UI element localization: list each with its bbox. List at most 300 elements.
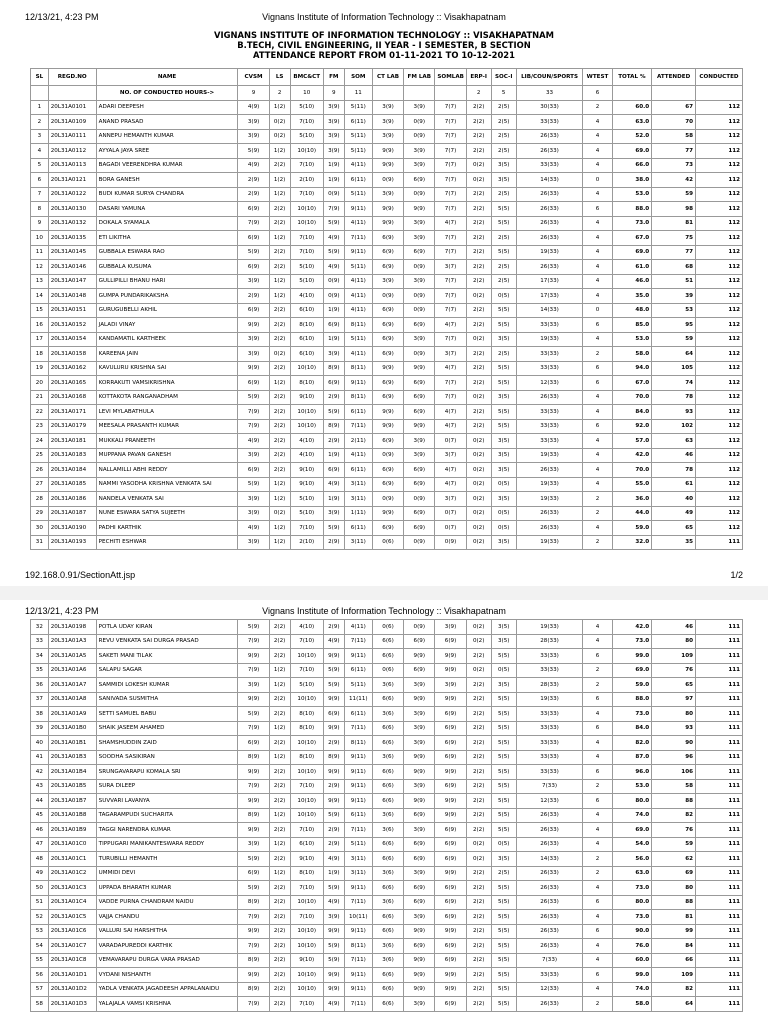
table-cell: 2(5) — [491, 347, 516, 362]
table-row — [31, 692, 743, 707]
table-cell: 2(2) — [269, 736, 290, 751]
table-cell: 20L31A0179 — [48, 419, 96, 434]
table-cell: 81 — [652, 216, 696, 231]
table-cell: 20L31A0122 — [48, 187, 96, 202]
table-cell: 6(9) — [404, 376, 435, 391]
table-cell: 2 — [583, 347, 612, 362]
table-row — [31, 808, 743, 823]
table-cell: 80.0 — [612, 895, 652, 910]
table-cell: 2(2) — [466, 100, 491, 115]
table-row — [31, 390, 743, 405]
table-cell: 112 — [695, 419, 742, 434]
table-cell: 19(33) — [516, 448, 583, 463]
table-cell: 13 — [31, 274, 49, 289]
table-cell: 6(6) — [372, 968, 403, 983]
table-cell: 7(9) — [238, 721, 269, 736]
table-cell: SHAMSHUDDIN ZAID — [96, 736, 238, 751]
table-cell: BUDI KUMAR SURYA CHANDRA — [96, 187, 238, 202]
table-row — [31, 750, 743, 765]
table-cell: 3(9) — [404, 332, 435, 347]
table-cell: 2(5) — [491, 129, 516, 144]
table-cell: 3(9) — [404, 997, 435, 1012]
table-cell: 0(2) — [466, 390, 491, 405]
table-cell: GUMPA PUNDARIKAKSHA — [96, 289, 238, 304]
table-cell: 26(33) — [516, 924, 583, 939]
table-cell: 0(5) — [491, 289, 516, 304]
table-cell: 6(9) — [404, 663, 435, 678]
table-cell: 6(9) — [435, 852, 466, 867]
table-cell: 5(11) — [344, 144, 372, 159]
column-header: BMC&CT — [290, 69, 323, 86]
table-cell: 77 — [652, 144, 696, 159]
table-cell: 46 — [652, 620, 696, 635]
table-cell: 57.0 — [612, 434, 652, 449]
table-cell: 9(9) — [372, 419, 403, 434]
table-cell: 55.0 — [612, 477, 652, 492]
table-cell: 4(7) — [435, 361, 466, 376]
table-cell: BORA GANESH — [96, 173, 238, 188]
table-cell: 58 — [652, 129, 696, 144]
table-cell: 3(5) — [491, 173, 516, 188]
table-cell: 11 — [31, 245, 49, 260]
table-cell: 0(2) — [466, 173, 491, 188]
table-cell: 3(9) — [238, 506, 269, 521]
table-cell: 111 — [695, 721, 742, 736]
table-cell: 14(33) — [516, 173, 583, 188]
table-row — [31, 823, 743, 838]
table-cell: 3(9) — [372, 115, 403, 130]
table-cell: 4(9) — [238, 158, 269, 173]
table-cell: 2(2) — [466, 765, 491, 780]
table-cell: 87.0 — [612, 750, 652, 765]
table-cell: 5(10) — [290, 492, 323, 507]
table-cell: 2 — [583, 535, 612, 550]
table-cell: 4(7) — [435, 216, 466, 231]
table-cell: 0(9) — [404, 620, 435, 635]
table-cell: 20L31A0135 — [48, 231, 96, 246]
table-row — [31, 521, 743, 536]
table-cell: 3(11) — [344, 866, 372, 881]
table-cell: 26(33) — [516, 144, 583, 159]
table-cell: 6(9) — [323, 707, 344, 722]
table-cell: 2(2) — [466, 419, 491, 434]
table-cell: 2(2) — [466, 910, 491, 925]
table-cell: 5(5) — [491, 750, 516, 765]
table-cell: 2(2) — [269, 707, 290, 722]
conducted-hours-label: NO. OF CONDUCTED HOURS-> — [96, 86, 238, 101]
table-cell: 2(5) — [491, 187, 516, 202]
table-cell: 61 — [652, 477, 696, 492]
table-cell: 3(6) — [372, 750, 403, 765]
table-cell: 46.0 — [612, 274, 652, 289]
table-cell: 9(9) — [238, 823, 269, 838]
table-cell: 14 — [31, 289, 49, 304]
table-cell: 10(10) — [290, 419, 323, 434]
table-cell: 61.0 — [612, 260, 652, 275]
table-cell: 10(10) — [290, 765, 323, 780]
table-cell: 2(2) — [466, 361, 491, 376]
table-cell: 10(10) — [290, 144, 323, 159]
table-cell: 2(2) — [269, 939, 290, 954]
table-cell: 5(5) — [491, 405, 516, 420]
table-cell: 4(9) — [238, 521, 269, 536]
table-row — [31, 463, 743, 478]
table-cell: 1(2) — [269, 866, 290, 881]
table-cell: 56 — [31, 968, 49, 983]
table-cell: 7(10) — [290, 521, 323, 536]
table-cell: 99 — [652, 924, 696, 939]
table-cell: 0(2) — [466, 434, 491, 449]
page-separator — [0, 586, 768, 600]
table-cell: 2(2) — [466, 881, 491, 896]
table-cell: 9(11) — [344, 376, 372, 391]
table-cell: TAGGI NARENDRA KUMAR — [96, 823, 238, 838]
table-cell: 111 — [695, 823, 742, 838]
table-cell: 3(9) — [404, 231, 435, 246]
table-cell: 2(2) — [269, 634, 290, 649]
table-cell: 5(9) — [238, 620, 269, 635]
table-cell: 20L31A0184 — [48, 463, 96, 478]
table-cell: 9(9) — [435, 808, 466, 823]
table-cell: 0(9) — [404, 260, 435, 275]
table-cell: 112 — [695, 245, 742, 260]
table-cell: 0(5) — [491, 506, 516, 521]
table-cell: 26(33) — [516, 866, 583, 881]
table-cell: 2(9) — [323, 620, 344, 635]
table-cell: 2(2) — [269, 202, 290, 217]
table-cell: 1(2) — [269, 678, 290, 693]
table-cell: 1(2) — [269, 521, 290, 536]
table-cell: 58.0 — [612, 997, 652, 1012]
table-row — [31, 202, 743, 217]
table-cell: 10(10) — [290, 968, 323, 983]
table-cell: 51 — [31, 895, 49, 910]
table-cell: 111 — [695, 953, 742, 968]
table-cell: 3(11) — [344, 535, 372, 550]
table-cell: 48.0 — [612, 303, 652, 318]
table-cell: 5(11) — [344, 129, 372, 144]
table-cell: 27 — [31, 477, 49, 492]
table-cell: 4(10) — [290, 620, 323, 635]
table-cell: 112 — [695, 173, 742, 188]
table-cell: 44.0 — [612, 506, 652, 521]
table-cell: 12 — [31, 260, 49, 275]
table-cell: 78 — [652, 463, 696, 478]
table-cell: 4(10) — [290, 289, 323, 304]
table-cell: 10(10) — [290, 692, 323, 707]
table-cell: 9(9) — [238, 968, 269, 983]
conducted-hours-value: 5 — [491, 86, 516, 101]
table-cell: 6(11) — [344, 707, 372, 722]
table-cell: 10(10) — [290, 216, 323, 231]
table-cell: 65 — [652, 521, 696, 536]
table-cell: 5(5) — [491, 808, 516, 823]
table-cell: 3(7) — [435, 260, 466, 275]
table-cell: 20L31A0158 — [48, 347, 96, 362]
table-cell: 2(2) — [269, 794, 290, 809]
table-cell: 3(9) — [404, 144, 435, 159]
table-cell: 5(5) — [491, 318, 516, 333]
table-cell: 20L31A0154 — [48, 332, 96, 347]
table-cell: 3(5) — [491, 463, 516, 478]
table-cell: 1(2) — [269, 100, 290, 115]
table-cell: 6(9) — [435, 997, 466, 1012]
table-cell: 6(9) — [435, 837, 466, 852]
table-cell: 6(9) — [372, 260, 403, 275]
table-cell: 43 — [31, 779, 49, 794]
table-cell: 9(9) — [238, 318, 269, 333]
report-title-institute: VIGNANS INSTITUTE OF INFORMATION TECHNOLOGY :: VISAKHAPATNAM — [214, 30, 554, 40]
table-cell: 1(2) — [269, 274, 290, 289]
print-page-number: 1/2 — [730, 570, 743, 580]
table-cell: 80.0 — [612, 794, 652, 809]
table-cell: AYYALA JAYA SREE — [96, 144, 238, 159]
table-cell: 0(2) — [466, 158, 491, 173]
table-cell: ANAND PRASAD — [96, 115, 238, 130]
table-cell: 5(5) — [491, 216, 516, 231]
table-cell: 4(11) — [344, 303, 372, 318]
table-cell: 111 — [695, 620, 742, 635]
table-cell: 33(33) — [516, 750, 583, 765]
table-cell: 4(11) — [344, 289, 372, 304]
table-cell: 29 — [31, 506, 49, 521]
table-cell: 3(9) — [404, 779, 435, 794]
table-cell: 6 — [583, 361, 612, 376]
table-cell: 20L31A0151 — [48, 303, 96, 318]
table-cell: 59.0 — [612, 678, 652, 693]
table-cell: 1(2) — [269, 535, 290, 550]
table-cell: 106 — [652, 765, 696, 780]
table-cell: 0(9) — [404, 115, 435, 130]
table-cell: 6(6) — [372, 982, 403, 997]
table-cell: 82.0 — [612, 736, 652, 751]
table-cell: 112 — [695, 463, 742, 478]
table-cell: 8(11) — [344, 736, 372, 751]
table-cell: GUBBALA KUSUMA — [96, 260, 238, 275]
table-cell: 2(9) — [323, 837, 344, 852]
table-cell: 0(5) — [491, 477, 516, 492]
table-cell: 5(9) — [238, 477, 269, 492]
table-row — [31, 260, 743, 275]
table-cell: 20L31A0148 — [48, 289, 96, 304]
table-cell: 2(2) — [466, 794, 491, 809]
table-cell: 20L31A01C3 — [48, 881, 96, 896]
table-cell: 82 — [652, 808, 696, 823]
table-cell: 2(9) — [238, 187, 269, 202]
table-cell: TIPPUGARI MANIKANTESWARA REDDY — [96, 837, 238, 852]
table-row — [31, 939, 743, 954]
table-cell: 5(5) — [491, 419, 516, 434]
table-cell: 9(9) — [435, 866, 466, 881]
table-cell: 9(9) — [372, 216, 403, 231]
table-cell: 111 — [695, 692, 742, 707]
blank-cell — [48, 86, 96, 101]
table-cell: 1(2) — [269, 144, 290, 159]
table-cell: 3(9) — [323, 144, 344, 159]
table-cell: 111 — [695, 881, 742, 896]
table-cell: 50 — [31, 881, 49, 896]
table-cell: 5(9) — [323, 953, 344, 968]
table-cell: 5(5) — [491, 939, 516, 954]
table-cell: SURA DILEEP — [96, 779, 238, 794]
conducted-hours-value: 2 — [466, 86, 491, 101]
table-cell: 6(9) — [404, 852, 435, 867]
table-cell: 4 — [583, 634, 612, 649]
table-cell: 93 — [652, 405, 696, 420]
table-cell: 26(33) — [516, 881, 583, 896]
table-cell: 3(7) — [435, 448, 466, 463]
table-cell: 94.0 — [612, 361, 652, 376]
table-cell: 26(33) — [516, 521, 583, 536]
table-cell: 0(2) — [269, 129, 290, 144]
table-cell: 6 — [31, 173, 49, 188]
table-cell: 5(5) — [491, 736, 516, 751]
table-cell: 7(11) — [344, 721, 372, 736]
table-cell: 5 — [31, 158, 49, 173]
table-cell: 5(9) — [238, 245, 269, 260]
table-cell: 33(33) — [516, 347, 583, 362]
table-cell: 33(33) — [516, 158, 583, 173]
table-cell: 112 — [695, 477, 742, 492]
table-cell: 7(9) — [238, 216, 269, 231]
table-cell: 10(10) — [290, 924, 323, 939]
table-row — [31, 303, 743, 318]
table-cell: 5(5) — [491, 953, 516, 968]
table-cell: 0(2) — [466, 448, 491, 463]
table-cell: 6(9) — [404, 881, 435, 896]
table-cell: 75 — [652, 231, 696, 246]
table-cell: 105 — [652, 361, 696, 376]
table-cell: 26(33) — [516, 808, 583, 823]
table-cell: 6(10) — [290, 837, 323, 852]
table-cell: 33(33) — [516, 707, 583, 722]
table-cell: 2(2) — [466, 808, 491, 823]
table-cell: 7 — [31, 187, 49, 202]
table-cell: 5(9) — [323, 939, 344, 954]
table-cell: 0(2) — [466, 521, 491, 536]
table-cell: 6(9) — [435, 721, 466, 736]
table-cell: 4(9) — [323, 231, 344, 246]
table-cell: 8(9) — [238, 953, 269, 968]
table-cell: 2(9) — [323, 390, 344, 405]
print-datetime: 12/13/21, 4:23 PM — [25, 606, 99, 616]
table-cell: 5(9) — [238, 852, 269, 867]
table-cell: 20L31A0187 — [48, 506, 96, 521]
table-cell: 48 — [31, 852, 49, 867]
table-cell: 0(2) — [466, 852, 491, 867]
table-cell: 20L31A01B1 — [48, 736, 96, 751]
table-cell: MEESALA PRASANTH KUMAR — [96, 419, 238, 434]
table-cell: 10(10) — [290, 808, 323, 823]
table-cell: 112 — [695, 448, 742, 463]
table-cell: 6(9) — [435, 634, 466, 649]
table-cell: 9(9) — [435, 982, 466, 997]
table-cell: 5(5) — [491, 779, 516, 794]
table-cell: 112 — [695, 144, 742, 159]
table-cell: 5(10) — [290, 129, 323, 144]
table-cell: 77 — [652, 245, 696, 260]
table-cell: 28 — [31, 492, 49, 507]
table-cell: 26(33) — [516, 506, 583, 521]
table-cell: 19 — [31, 361, 49, 376]
table-cell: SAMMIDI LOKESH KUMAR — [96, 678, 238, 693]
table-row — [31, 852, 743, 867]
table-cell: 53 — [31, 924, 49, 939]
table-cell: 8(10) — [290, 318, 323, 333]
table-cell: 26(33) — [516, 823, 583, 838]
table-cell: 2(2) — [269, 303, 290, 318]
table-cell: 1(9) — [323, 173, 344, 188]
table-cell: 2(5) — [491, 231, 516, 246]
table-cell: 111 — [695, 736, 742, 751]
table-cell: 2(2) — [466, 303, 491, 318]
table-cell: 7(9) — [323, 202, 344, 217]
table-cell: 99.0 — [612, 649, 652, 664]
table-cell: 81 — [652, 910, 696, 925]
table-cell: 2(2) — [269, 419, 290, 434]
table-cell: 7(9) — [238, 997, 269, 1012]
table-cell: 40 — [31, 736, 49, 751]
table-cell: 85.0 — [612, 318, 652, 333]
table-cell: 5(5) — [491, 924, 516, 939]
table-cell: 9(11) — [344, 881, 372, 896]
table-cell: 112 — [695, 405, 742, 420]
table-cell: 8(11) — [344, 939, 372, 954]
table-cell: 4 — [583, 216, 612, 231]
table-cell: 0(9) — [404, 129, 435, 144]
table-cell: 4(11) — [344, 620, 372, 635]
table-cell: 9(9) — [404, 982, 435, 997]
table-cell: 2(2) — [269, 620, 290, 635]
table-cell: 2(2) — [269, 997, 290, 1012]
table-cell: 7(10) — [290, 187, 323, 202]
table-cell: 60.0 — [612, 100, 652, 115]
table-cell: 20L31A0147 — [48, 274, 96, 289]
table-cell: 6(9) — [404, 506, 435, 521]
table-cell: 111 — [695, 663, 742, 678]
table-cell: 7(7) — [435, 231, 466, 246]
table-cell: 4 — [583, 953, 612, 968]
table-cell: 7(33) — [516, 779, 583, 794]
table-cell: 6(9) — [372, 318, 403, 333]
table-cell: 4(9) — [323, 634, 344, 649]
table-cell: 7(11) — [344, 895, 372, 910]
table-cell: 6(9) — [372, 231, 403, 246]
table-cell: 46 — [652, 448, 696, 463]
table-cell: 7(7) — [435, 129, 466, 144]
table-cell: 5(5) — [491, 303, 516, 318]
table-cell: 7(11) — [344, 419, 372, 434]
table-cell: 20L31A01A6 — [48, 663, 96, 678]
table-cell: 112 — [695, 347, 742, 362]
conducted-hours-value: 33 — [516, 86, 583, 101]
table-cell: 10(10) — [290, 649, 323, 664]
table-cell: 64 — [652, 997, 696, 1012]
table-cell: 19(33) — [516, 535, 583, 550]
table-cell: 76 — [652, 663, 696, 678]
table-cell: 96.0 — [612, 765, 652, 780]
table-cell: 6(9) — [238, 463, 269, 478]
table-cell: 6(9) — [372, 463, 403, 478]
table-cell: 21 — [31, 390, 49, 405]
table-cell: 5(5) — [491, 721, 516, 736]
table-cell: 4 — [583, 245, 612, 260]
table-cell: 0(2) — [466, 663, 491, 678]
table-cell: 3(5) — [491, 492, 516, 507]
table-cell: 6(6) — [372, 794, 403, 809]
table-cell: 9(10) — [290, 463, 323, 478]
table-cell: 8(10) — [290, 750, 323, 765]
